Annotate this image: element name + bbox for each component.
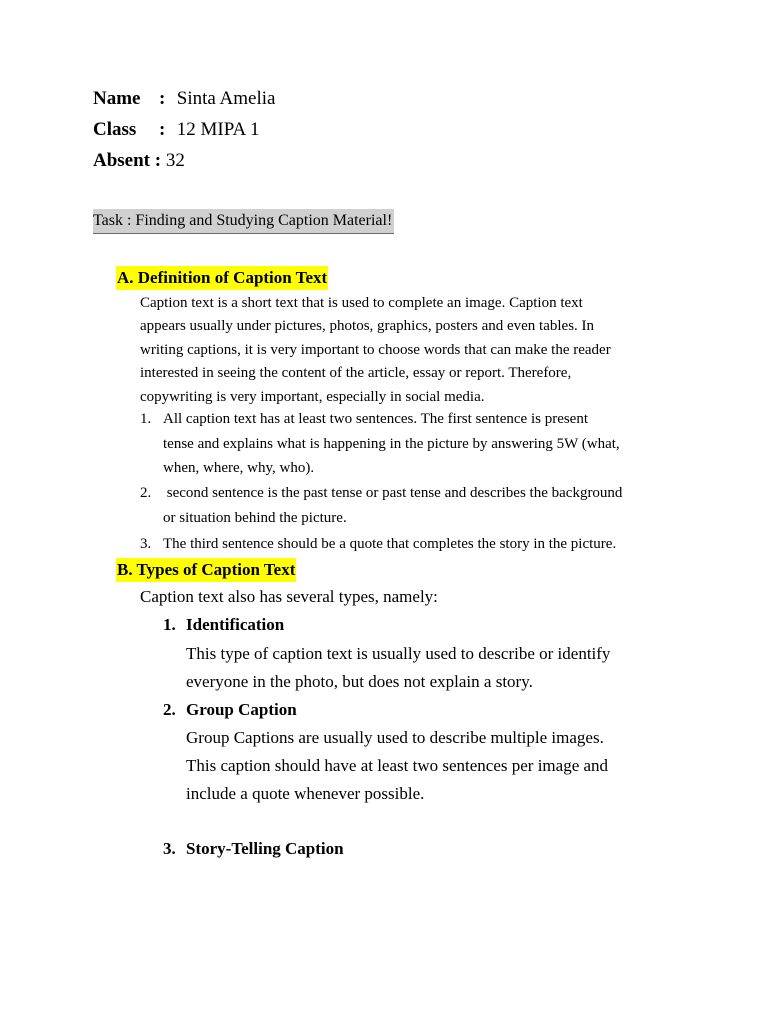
class-label: Class	[93, 119, 137, 140]
type-description-line: This caption should have at least two sentences per image and	[186, 756, 609, 775]
type-title-text: Group Caption	[186, 700, 297, 719]
paragraph-line: Caption text is a short text that is used to complete an image. Caption text	[140, 295, 583, 311]
class-value: 12 MIPA 1	[176, 119, 260, 140]
type-title	[163, 613, 284, 637]
section-a-heading: A. Definition of Caption Text	[116, 266, 328, 290]
type-title	[163, 837, 344, 861]
section-b-intro: Caption text also has several types, namely:	[140, 587, 438, 606]
type-number: 2.	[163, 700, 176, 719]
paragraph-line: copywriting is very important, especially in social media.	[140, 388, 485, 405]
list-item	[140, 481, 622, 530]
list-item-line: All caption text has at least two sentences. The first sentence is present	[163, 411, 589, 427]
name-label: Name	[93, 88, 141, 109]
absent-label: Absent	[93, 150, 151, 171]
type-title-text: Identification	[186, 615, 285, 634]
list-item-line: tense and explains what is happening in the picture by answering 5W (what,	[163, 435, 620, 452]
list-item-number: 3.	[140, 536, 152, 552]
list-item	[140, 407, 620, 481]
name-row	[93, 88, 275, 110]
paragraph-line: appears usually under pictures, photos, graphics, posters and even tables. In	[140, 318, 595, 335]
section-b-heading: B. Types of Caption Text	[116, 558, 296, 582]
type-description-line: include a quote whenever possible.	[186, 784, 425, 803]
list-item-line: or situation behind the picture.	[163, 509, 347, 526]
type-title	[163, 698, 297, 722]
list-item	[140, 532, 616, 557]
type-description	[186, 724, 608, 808]
absent-row	[93, 150, 185, 172]
type-number: 3.	[163, 839, 176, 858]
paragraph-line: interested in seeing the content of the article, essay or report. Therefore,	[140, 365, 572, 382]
type-description-line: everyone in the photo, but does not explain a story.	[186, 672, 533, 691]
paragraph-line: writing captions, it is very important to choose words that can make the reader	[140, 341, 611, 358]
name-value: Sinta Amelia	[176, 88, 276, 109]
list-item-line: The third sentence should be a quote that completes the story in the picture.	[163, 536, 617, 552]
list-item-line: second sentence is the past tense or past tense and describes the background	[163, 485, 623, 501]
name-separator: :	[159, 88, 166, 109]
absent-separator: :	[154, 150, 162, 171]
type-number: 1.	[163, 615, 176, 634]
type-title-text: Story-Telling Caption	[186, 839, 344, 858]
absent-value: 32	[165, 150, 185, 171]
list-item-line: when, where, why, who).	[163, 460, 315, 476]
task-banner: Task : Finding and Studying Caption Material!	[93, 209, 394, 234]
section-a-paragraph	[140, 292, 675, 409]
type-description	[186, 640, 610, 696]
type-description-line: This type of caption text is usually used to describe or identify	[186, 644, 611, 663]
class-row	[93, 119, 259, 141]
list-item-number: 2.	[140, 485, 152, 501]
type-description-line: Group Captions are usually used to describe multiple images.	[186, 728, 604, 747]
class-separator: :	[159, 119, 166, 140]
list-item-number: 1.	[140, 411, 152, 427]
